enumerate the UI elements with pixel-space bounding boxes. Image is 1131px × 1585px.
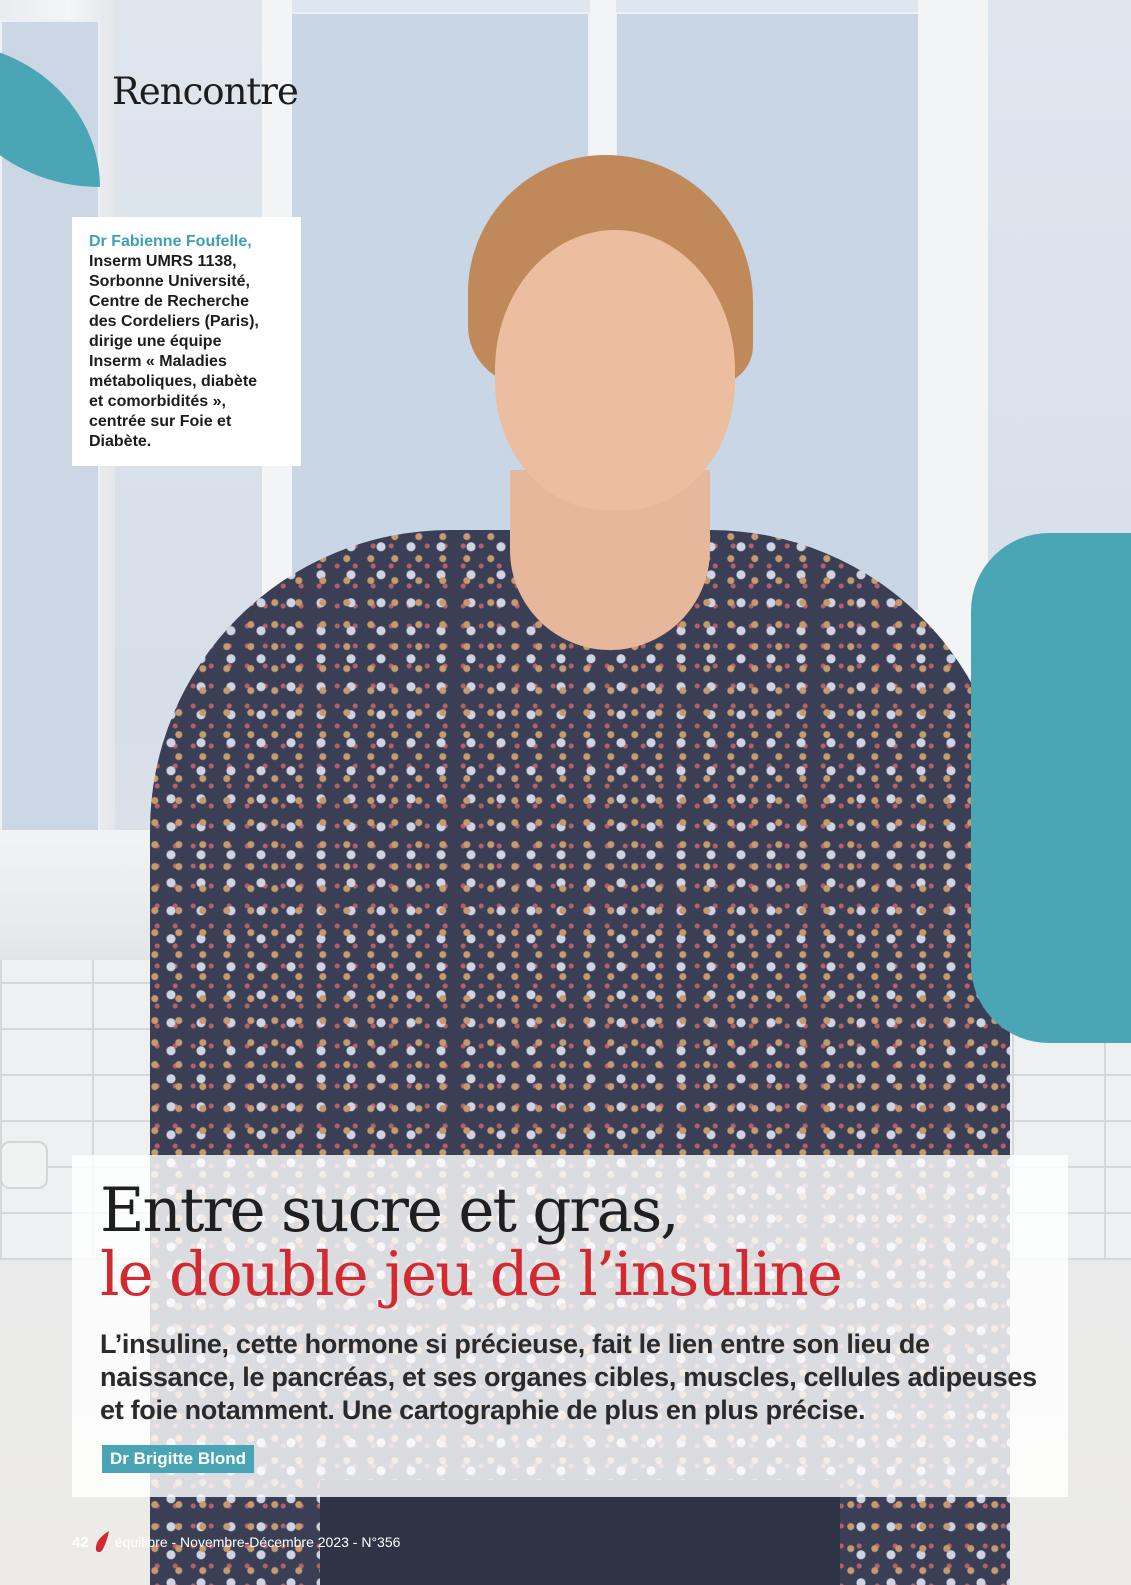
bio-line: Sorbonne Université,	[89, 273, 250, 290]
headline	[100, 1175, 842, 1310]
author-badge: Dr Brigitte Blond	[102, 1445, 254, 1473]
publication-info: équilibre - Novembre-Décembre 2023 - N°356	[114, 1534, 401, 1550]
teal-bracket	[971, 533, 1131, 1043]
headline-line-1: Entre sucre et gras,	[100, 1175, 678, 1246]
footer-folio	[72, 1530, 400, 1554]
power-outlet	[2, 1143, 46, 1187]
bio-line: Inserm UMRS 1138,	[89, 253, 237, 270]
lede-paragraph: L’insuline, cette hormone si précieuse, fait le lien entre son lieu de naissance, le pancréas, et ses organes cibles, muscles, cellules adipeuses et foie notamment. Une cartographie de plus en plus précise.	[100, 1329, 1037, 1425]
bio-box	[72, 217, 301, 466]
headline-box	[72, 1155, 1068, 1497]
headline-line-2: le double jeu de l’insuline	[100, 1239, 842, 1310]
bio-line: centrée sur Foie et	[89, 413, 232, 430]
person-face	[495, 230, 735, 510]
bio-line: dirige une équipe	[89, 333, 222, 350]
bio-line: des Cordeliers (Paris),	[89, 313, 259, 330]
bio-line: Centre de Recherche	[89, 293, 250, 310]
bio-line: Diabète.	[89, 433, 152, 450]
bio-line: Inserm « Maladies	[89, 353, 227, 370]
section-title: Rencontre	[112, 70, 298, 113]
bio-line: et comorbidités »,	[89, 393, 226, 410]
page-number: 42	[72, 1533, 89, 1551]
red-drop-icon	[93, 1530, 111, 1554]
bio-name: Dr Fabienne Foufelle,	[89, 233, 252, 250]
bio-line: métaboliques, diabète	[89, 373, 258, 390]
